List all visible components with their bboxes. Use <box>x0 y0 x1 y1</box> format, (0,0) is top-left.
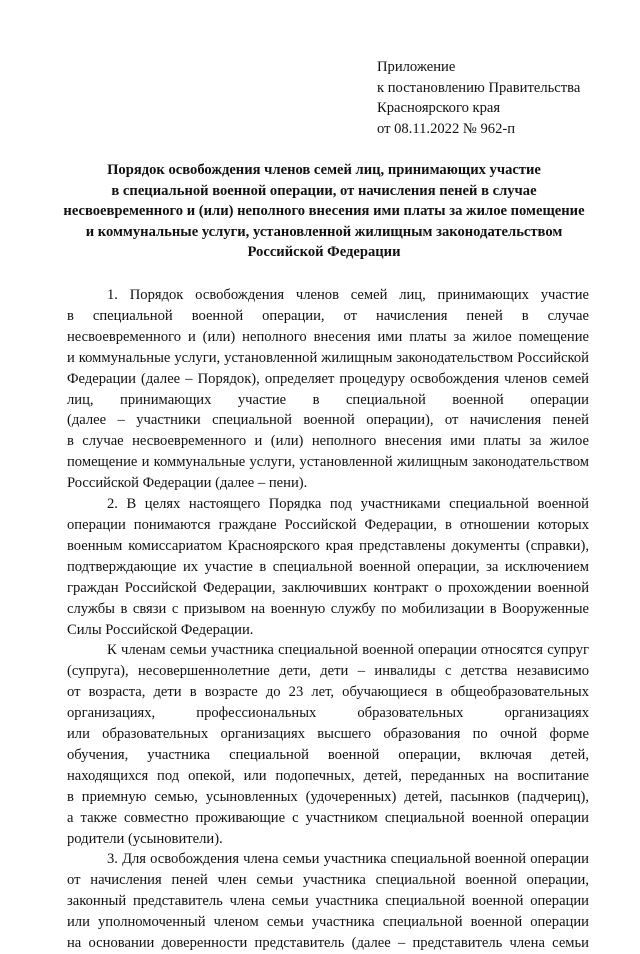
text-line: а также совместно проживающие с участником специальной военной операции <box>67 809 589 826</box>
paragraph-3 <box>67 640 589 849</box>
text-line: лиц, принимающих участие в специальной военной операции <box>67 391 589 408</box>
title-line: несвоевременного и (или) неполного внесения ими платы за жилое помещение <box>63 203 585 220</box>
title-line: в специальной военной операции, от начисления пеней в случае <box>111 182 537 199</box>
text-line: находящихся под опекой, или подопечных, детей, переданных на воспитание <box>67 767 589 784</box>
text-line: несвоевременного и (или) неполного внесения ими платы за жилое помещение <box>67 328 589 345</box>
text-line: обучения, участника специальной военной операции, включая детей, <box>67 746 589 763</box>
text-line: 3. Для освобождения члена семьи участника специальной военной операции <box>107 851 589 868</box>
paragraph-1 <box>67 285 589 494</box>
text-line: подтверждающие их участие в специальной военной операции, за исключением <box>67 558 589 575</box>
text-line: граждан Российской Федерации, заключивших контракт о прохождении военной <box>67 579 589 596</box>
text-line: в специальной военной операции, от начисления пеней в случае <box>67 307 589 324</box>
text-line: от возраста, дети в возрасте до 23 лет, обучающиеся в общеобразовательных <box>67 684 589 701</box>
text-line: военным комиссариатом Красноярского края представлены документы (справки), <box>67 537 589 554</box>
text-line: 2. В целях настоящего Порядка под участниками специальной военной <box>107 496 589 513</box>
appendix-line: от 08.11.2022 № 962-п <box>377 120 516 137</box>
text-line: помещение и коммунальные услуги, установленной жилищным законодательством <box>67 454 589 471</box>
text-line: Российской Федерации (далее – пени). <box>67 475 308 492</box>
appendix-line: Приложение <box>377 59 456 75</box>
title-line: Российской Федерации <box>247 244 401 261</box>
text-line: операции понимаются граждане Российской Федерации, в отношении которых <box>67 516 589 533</box>
text-line: (далее – участники специальной военной операции), от начисления пеней <box>67 412 589 429</box>
paragraph-4 <box>67 849 589 954</box>
appendix-line: Красноярского края <box>377 100 501 117</box>
title-line: Порядок освобождения членов семей лиц, принимающих участие <box>107 162 541 178</box>
text-line: законный представитель члена семьи участника специальной военной операции <box>67 893 589 910</box>
text-line: в приемную семью, усыновленных (удочеренных) детей, пасынков (падчериц), <box>67 788 589 805</box>
text-line: или образовательных организациях высшего образования по очной форме <box>67 726 589 743</box>
text-line: 1. Порядок освобождения членов семей лиц, принимающих участие <box>107 287 589 303</box>
text-line: в случае несвоевременного и (или) неполного внесения ими платы за жилое <box>67 433 589 450</box>
title-line: и коммунальные услуги, установленной жилищным законодательством <box>85 223 563 240</box>
text-line: К членам семьи участника специальной военной операции относятся супруг <box>107 642 589 659</box>
document-body <box>67 285 589 954</box>
text-line: или уполномоченный членом семьи участника специальной военной операции <box>67 914 589 931</box>
text-line: Силы Российской Федерации. <box>67 621 254 638</box>
text-line: организациях, профессиональных образовательных организациях <box>67 705 589 722</box>
appendix-line: к постановлению Правительства <box>377 79 581 96</box>
paragraph-2 <box>67 494 589 640</box>
document-title <box>60 160 588 263</box>
text-line: на основании доверенности представитель (далее – представитель члена семьи <box>67 935 589 952</box>
text-line: родители (усыновители). <box>67 830 223 847</box>
text-line: от начисления пеней член семьи участника специальной военной операции, <box>67 872 589 889</box>
text-line: (супруга), несовершеннолетние дети, дети – инвалиды с детства независимо <box>67 663 589 680</box>
text-line: Федерации (далее – Порядок), определяет процедуру освобождения членов семей <box>67 370 589 387</box>
appendix-block <box>377 57 580 139</box>
text-line: службы в связи с призывом на военную службу по мобилизации в Вооруженные <box>67 600 589 617</box>
text-line: и коммунальные услуги, установленной жилищным законодательством Российской <box>67 349 589 366</box>
